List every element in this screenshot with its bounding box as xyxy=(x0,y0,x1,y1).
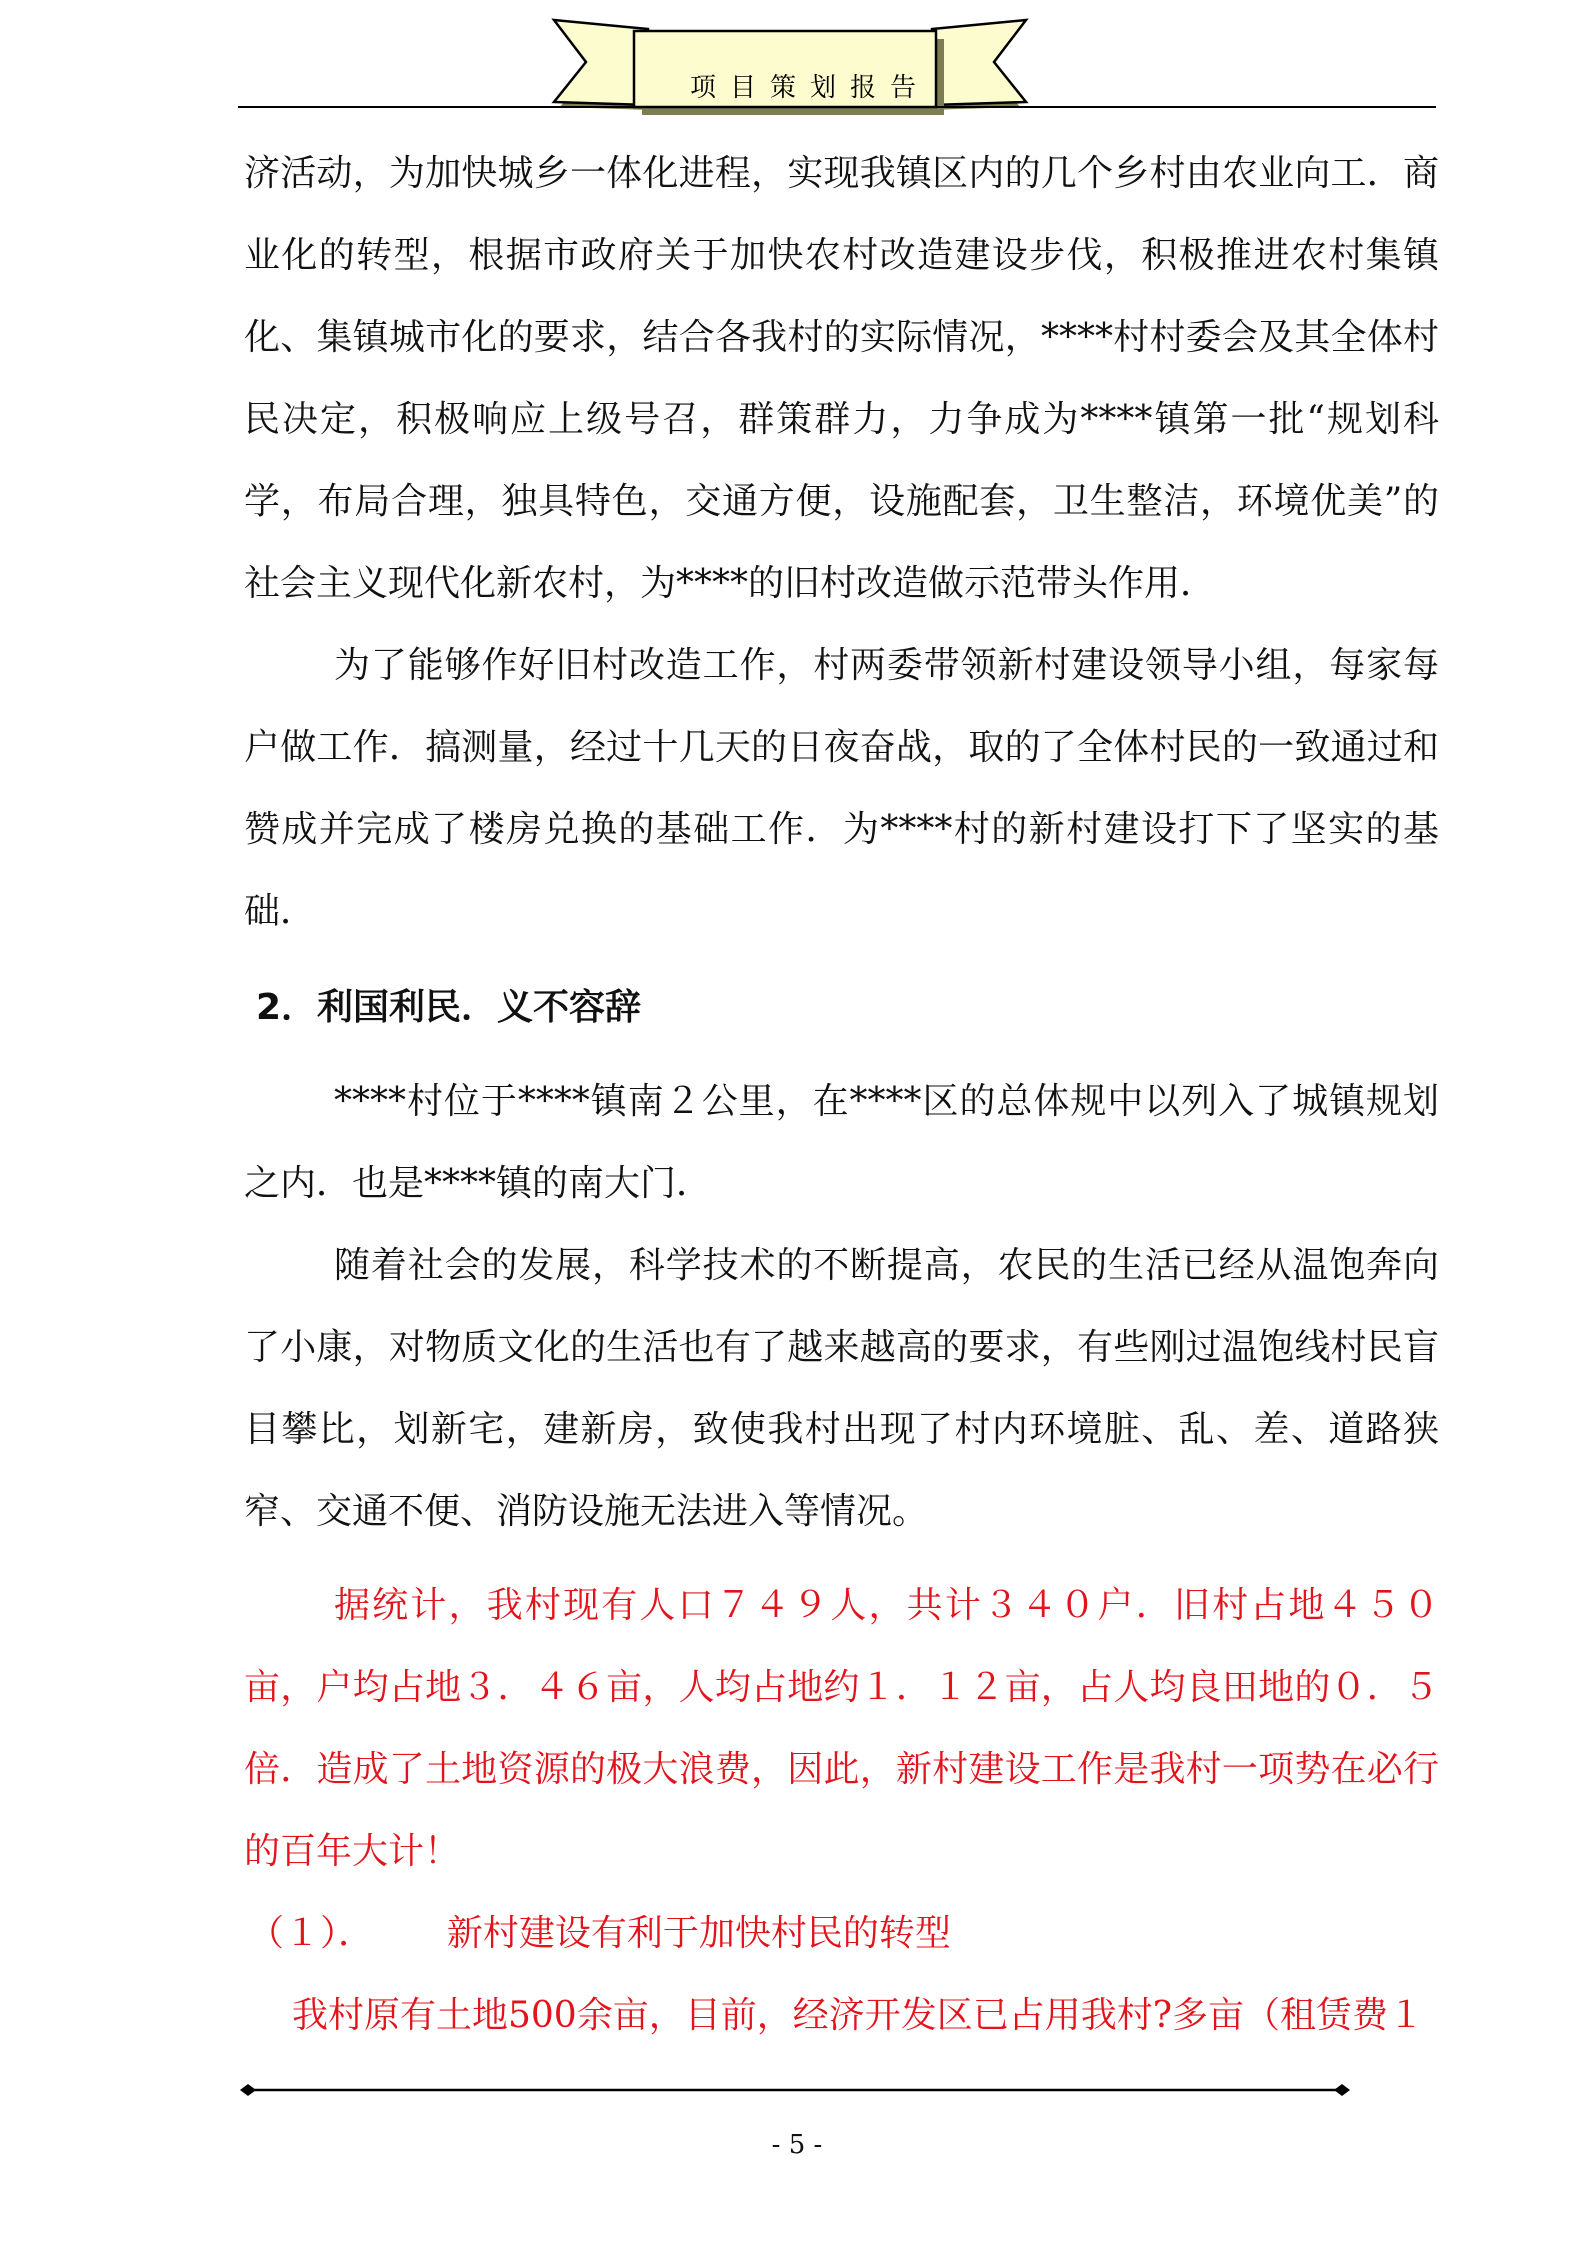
body-text xyxy=(244,133,1439,2057)
header-banner-title: 项目策划报告 xyxy=(689,73,930,103)
paragraph-1: 济活动，为加快城乡一体化进程，实现我镇区内的几个乡村由农业向工．商业化的转型，根据市政府关于加快农村改造建设步伐，积极推进农村集镇化、集镇城市化的要求，结合各我村的实际情况，****村村委会及其全体村民决定，积极响应上级号召，群策群力，力争成为****镇第一批“规划科学，布局合理，独具特色，交通方便，设施配套，卫生整洁，环境优美”的社会主义现代化新农村，为****的旧村改造做示范带头作用． xyxy=(244,153,1439,604)
paragraph-3: ****村位于****镇南２公里，在****区的总体规中以列入了城镇规划之内．也是****镇的南大门． xyxy=(244,1081,1439,1204)
sub-heading-number: （１）． xyxy=(248,1913,375,1954)
section-heading-2: 2．利国利民．义不容辞 xyxy=(256,987,642,1028)
page-number: - 5 - xyxy=(771,2130,823,2160)
sub-heading-text: 新村建设有利于加快村民的转型 xyxy=(446,1913,951,1954)
paragraph-statistics xyxy=(244,1565,1439,1893)
footer-divider xyxy=(240,2080,1350,2100)
header-rule xyxy=(238,106,1436,108)
paragraph-2: 为了能够作好旧村改造工作，村两委带领新村建设领导小组，每家每户做工作．搞测量，经过十几天的日夜奋战，取的了全体村民的一致通过和赞成并完成了楼房兑换的基础工作．为****村的新村建设打下了坚实的基础． xyxy=(244,645,1439,932)
sub-heading-1 xyxy=(244,1893,1439,1975)
statistics-text: 据统计，我村现有人口７４９人，共计３４０户．旧村占地４５０亩，户均占地３．４６亩，人均占地约１．１２亩，占人均良田地的０．５倍．造成了土地资源的极大浪费，因此，新村建设工作是我村一项势在必行的百年大计！ xyxy=(244,1585,1439,1872)
paragraph-4: 随着社会的发展，科学技术的不断提高，农民的生活已经从温饱奔向了小康，对物质文化的生活也有了越来越高的要求，有些刚过温饱线村民盲目攀比，划新宅，建新房，致使我村出现了村内环境脏、乱、差、道路狭窄、交通不便、消防设施无法进入等情况。 xyxy=(244,1245,1439,1532)
paragraph-6: 我村原有土地500余亩，目前，经济开发区已占用我村?多亩（租赁费１ xyxy=(292,1995,1425,2036)
